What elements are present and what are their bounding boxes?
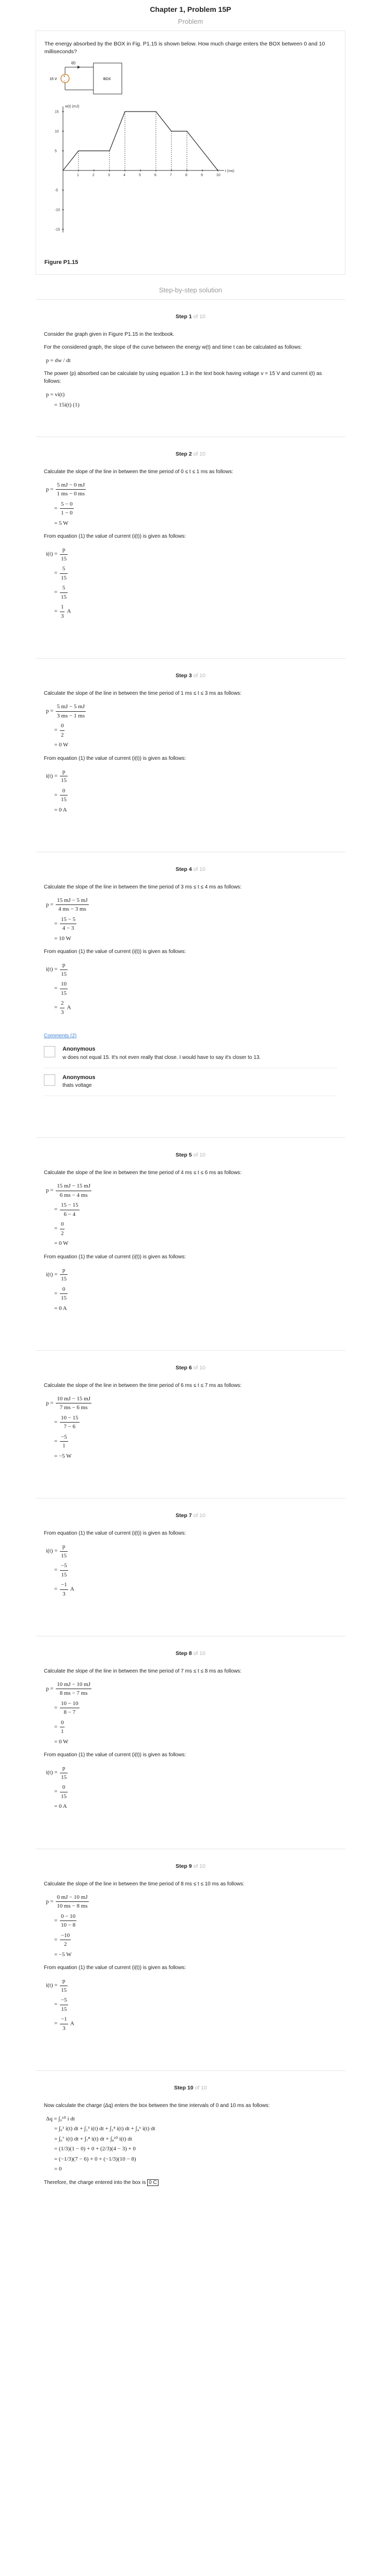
step-title: Step 8 xyxy=(176,1650,192,1657)
step-10: Step 10 of 10 Now calculate the charge (Δq) enters the box between the time intervals of 0 and 10 ms as follows: Δq = ∫₀¹⁰ i dt = ∫₀¹ i(t) dt + ∫₁³ i(t) dt + ∫₃⁴ i(t) dt + ∫₄⁶ i(t) dt = ∫₆⁷ i(t) dt + ∫₇⁸ i(t) dt + ∫₈¹⁰ i(t) dt = (1/3)(1 − 0) + 0 + (2/3)(4 − 3) + 0 = (−1/3)(7 − 6) + 0 + (−1/3)(10 − 8) = 0 Therefore, the charge entered into the box is 0 C xyxy=(36,2070,345,2202)
box-label: BOX xyxy=(103,77,111,82)
step-title: Step 2 xyxy=(176,451,192,458)
step-text: Calculate the slope of the line in between the time period of 4 ms ≤ t ≤ 6 ms as follows: xyxy=(44,1170,242,1176)
x-tick-label: 2 xyxy=(92,173,94,177)
step-text: Now calculate the charge (Δq) enters the box between the time intervals of 0 and 10 ms as follows: xyxy=(44,2102,270,2109)
step-text: Calculate the slope of the line in between the time period of 8 ms ≤ t ≤ 10 ms as follows: xyxy=(44,1881,245,1887)
current-label: i(t) xyxy=(71,61,76,66)
answer-box: 0 C xyxy=(147,2179,158,2186)
problem-card xyxy=(36,30,345,275)
step-2: Step 2 of 10 Calculate the slope of the line in between the time period of 0 ≤ t ≤ 1 ms as follows: p = $\frac{5 mJ - 0 mJ}{1 ms - 0 ms}$ = $\frac{5 - 0}{1 - 0}$ = 5 W From equation (1) the value of current (i(t)) is given as follows: i(t) = $\frac{p}{15}$ = $\frac{5}{15}$ = $\frac{5}{15}$ = $\frac{1}{3}$ A xyxy=(36,436,345,632)
step-title: Step 10 xyxy=(174,2085,194,2091)
energy-series-line xyxy=(63,112,218,170)
step-title: Step 4 xyxy=(176,866,192,873)
comment xyxy=(44,1040,337,1068)
y-tick-label: 15 xyxy=(55,110,59,114)
x-tick-label: 8 xyxy=(185,173,187,177)
step-text: From equation (1) the value of current (i(t)) is given as follows: xyxy=(44,1965,186,1971)
step-text: The power (p) absorbed can be calculate by using equation 1.3 in the text book having voltage v = 15 V and current i(t) as follows: xyxy=(44,371,322,385)
voltage-label: 15 V xyxy=(50,77,57,82)
step-text: From equation (1) the value of current (i(t)) is given as follows: xyxy=(44,1752,186,1758)
step-4: Step 4 of 10 Calculate the slope of the line in between the time period of 3 ms ≤ t ≤ 4 ms as follows: p = $\frac{15 mJ - 5 mJ}{4 ms - 3 ms}$ = $\frac{15 - 5}{4 - 3}$ = 10 W From equation (1) the value of current (i(t)) is given as follows: i(t) = $\frac{p}{15}$ = $\frac{10}{15}$ = $\frac{2}{3}$ A Comments (2) Anonymous w does not equal 15. It's not even really that close. I would have to say it's closer to 13. Anonymous thats voltage xyxy=(36,852,345,1106)
avatar xyxy=(44,1074,55,1086)
step-text: From equation (1) the value of current (i(t)) is given as follows: xyxy=(44,534,186,540)
step-title: Step 9 xyxy=(176,1863,192,1869)
x-tick-label: 3 xyxy=(108,173,110,177)
y-tick-label: -15 xyxy=(55,228,60,232)
circuit-diagram xyxy=(44,58,148,99)
step-text: Consider the graph given in Figure P1.15 in the textbook. xyxy=(44,331,174,337)
comment-text: thats voltage xyxy=(62,1083,92,1089)
problem-text: The energy absorbed by the BOX in Fig. P1.15 is shown below. How much charge enters the BOX between 0 and 10 milliseconds? xyxy=(44,41,325,55)
y-tick-label: 10 xyxy=(55,130,59,134)
x-axis-label: t (ms) xyxy=(225,169,234,173)
step-text: From equation (1) the value of current (i(t)) is given as follows: xyxy=(44,755,186,761)
page-title: Chapter 1, Problem 15P xyxy=(150,5,231,13)
comment-author[interactable]: Anonymous xyxy=(62,1046,96,1053)
y-tick-label: -10 xyxy=(55,208,60,212)
x-tick-label: 7 xyxy=(170,173,172,177)
step-text: From equation (1) the value of current (i(t)) is given as follows: xyxy=(44,949,186,955)
svg-text:+: + xyxy=(64,75,66,79)
step-text: From equation (1) the value of current (i(t)) is given as follows: xyxy=(44,1254,186,1260)
x-tick-label: 1 xyxy=(77,173,79,177)
x-tick-label: 4 xyxy=(123,173,125,177)
x-tick-label: 6 xyxy=(154,173,156,177)
x-tick-label: 9 xyxy=(201,173,203,177)
energy-chart xyxy=(44,102,334,252)
svg-text:-: - xyxy=(64,80,65,83)
step-text: For the considered graph, the slope of the curve between the energy w(t) and time t can be calculated as follows: xyxy=(44,344,302,350)
step-8: Step 8 of 10 Calculate the slope of the line in between the time period of 7 ms ≤ t ≤ 8 ms as follows: p = $\frac{10 mJ - 10 mJ}{8 ms - 7 ms}$ = $\frac{10 - 10}{8 - 7}$ = $\frac{0}{1}$ = 0 W From equation (1) the value of current (i(t)) is given as follows: i(t) = $\frac{p}{15}$ = $\frac{0}{15}$ = 0 A xyxy=(36,1636,345,1823)
step-title: Step 7 xyxy=(176,1512,192,1519)
step-9: Step 9 of 10 Calculate the slope of the line in between the time period of 8 ms ≤ t ≤ 10 ms as follows: p = $\frac{0 mJ - 10 mJ}{10 ms - 8 ms}$ = $\frac{0 - 10}{10 - 8}$ = $\frac{-10}{2}$ = −5 W From equation (1) the value of current (i(t)) is given as follows: i(t) = $\frac{p}{15}$ = $\frac{-5}{15}$ = $\frac{-1}{3}$ A xyxy=(36,1849,345,2044)
equation: p = vi(t) xyxy=(46,392,65,398)
y-axis-label: w(t) (mJ) xyxy=(65,104,80,108)
figure-caption: Figure P1.15 xyxy=(44,259,78,266)
x-tick-label: 5 xyxy=(139,173,141,177)
step-text: Calculate the slope of the line in between the time period of 3 ms ≤ t ≤ 4 ms as follows: xyxy=(44,884,242,890)
comment-author[interactable]: Anonymous xyxy=(62,1074,96,1081)
step-text: Calculate the slope of the line in between the time period of 0 ≤ t ≤ 1 ms as follows: xyxy=(44,469,233,475)
comments-link[interactable]: Comments (2) xyxy=(44,1033,77,1039)
solution-label: Step-by-step solution xyxy=(158,286,223,294)
step-title: Step 1 xyxy=(176,313,192,320)
problem-label: Problem xyxy=(178,18,203,25)
equation: p = dw / dt xyxy=(46,357,71,364)
step-text: From equation (1) the value of current (i(t)) is given as follows: xyxy=(44,1531,186,1537)
step-6: Step 6 of 10 Calculate the slope of the line in between the time period of 6 ms ≤ t ≤ 7 ms as follows: p = $\frac{10 mJ - 15 mJ}{7 ms - 6 ms}$ = $\frac{10 - 15}{7 - 6}$ = $\frac{-5}{1}$ = −5 W xyxy=(36,1350,345,1472)
step-text: Calculate the slope of the line in between the time period of 1 ms ≤ t ≤ 3 ms as follows: xyxy=(44,691,242,697)
step-1: Step 1 of 10 Consider the graph given in Figure P1.15 in the textbook. For the considered graph, the slope of the curve between the energy w(t) and time t can be calculated as follows: p = dw / dt The power (p) absorbed can be calculate by using equation 1.3 in the text book having voltage v = 15 V and current i(t) as follows: p = vi(t) = 15i(t) (1) xyxy=(36,299,345,421)
equation: = 15i(t) (1) xyxy=(54,401,80,408)
step-text: Calculate the slope of the line in between the time period of 6 ms ≤ t ≤ 7 ms as follows: xyxy=(44,1382,242,1388)
comment xyxy=(44,1068,337,1097)
step-3: Step 3 of 10 Calculate the slope of the line in between the time period of 1 ms ≤ t ≤ 3 ms as follows: p = $\frac{5 mJ - 5 mJ}{3 ms - 1 ms}$ = $\frac{0}{2}$ = 0 W From equation (1) the value of current (i(t)) is given as follows: i(t) = $\frac{p}{15}$ = $\frac{0}{15}$ = 0 A xyxy=(36,658,345,826)
x-tick-label: 10 xyxy=(216,173,220,177)
comment-text: w does not equal 15. It's not even really that close. I would have to say it's closer to 13. xyxy=(62,1054,261,1060)
conclusion: Therefore, the charge entered into the box is 0 C xyxy=(44,2179,337,2187)
step-title: Step 3 xyxy=(176,673,192,679)
step-5: Step 5 of 10 Calculate the slope of the line in between the time period of 4 ms ≤ t ≤ 6 ms as follows: p = $\frac{15 mJ - 15 mJ}{6 ms - 4 ms}$ = $\frac{15 - 15}{6 - 4}$ = $\frac{0}{2}$ = 0 W From equation (1) the value of current (i(t)) is given as follows: i(t) = $\frac{p}{15}$ = $\frac{0}{15}$ = 0 A xyxy=(36,1137,345,1324)
step-title: Step 5 xyxy=(176,1152,192,1159)
y-tick-label: -5 xyxy=(55,189,58,193)
avatar xyxy=(44,1046,55,1057)
step-7: Step 7 of 10 From equation (1) the value of current (i(t)) is given as follows: i(t) = $\frac{p}{15}$ = $\frac{-5}{15}$ = $\frac{-1}{3}$ A xyxy=(36,1498,345,1610)
step-title: Step 6 xyxy=(176,1365,192,1371)
y-tick-label: 5 xyxy=(55,149,57,153)
step-text: Calculate the slope of the line in between the time period of 7 ms ≤ t ≤ 8 ms as follows: xyxy=(44,1668,242,1674)
